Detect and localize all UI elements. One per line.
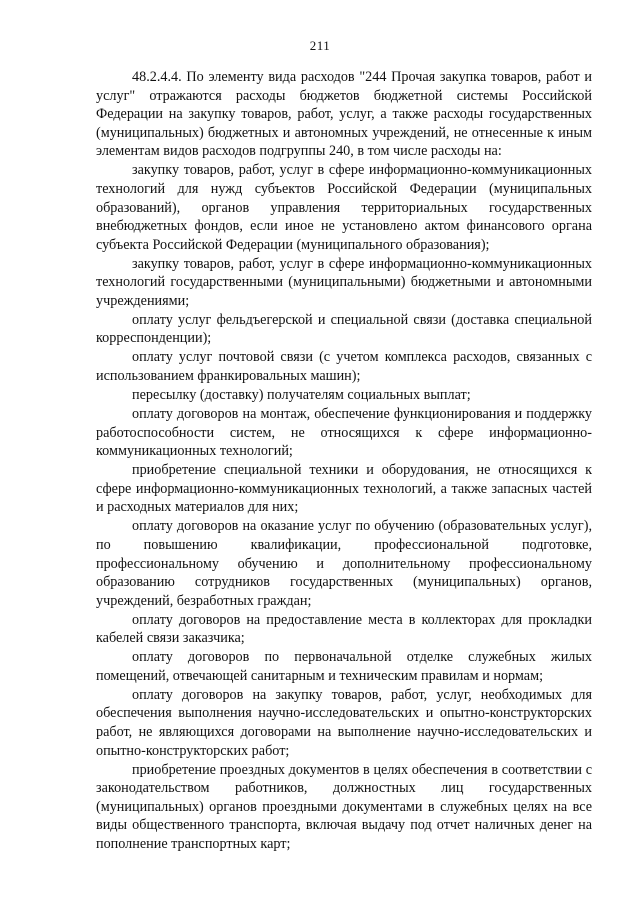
paragraph-item: оплату услуг почтовой связи (с учетом комплекса расходов, связанных с использованием франкировальных машин); bbox=[96, 349, 592, 385]
paragraph-item: закупку товаров, работ, услуг в сфере информационно-коммуникационных технологий для нужд субъектов Российской Федерации (муниципальных образований), органов управления территориальных государственных внебюджетных фондов, если иное не установлено актом финансового органа субъекта Российской Федерации (муниципального образования); bbox=[96, 162, 592, 253]
page-number: 211 bbox=[309, 38, 331, 53]
paragraph-item: оплату договоров на закупку товаров, работ, услуг, необходимых для обеспечения выполнения научно-исследовательских и опытно-конструкторских работ, не являющихся договорами на выполнение научно-исследовательских и опытно-конструкторских работ; bbox=[96, 686, 592, 759]
paragraph-item: оплату договоров на монтаж, обеспечение функционирования и поддержку работоспособности систем, не относящихся к сфере информационно-коммуникационных технологий; bbox=[96, 406, 592, 460]
paragraph-item: пересылку (доставку) получателям социальных выплат; bbox=[132, 387, 471, 404]
paragraph-item: оплату договоров на предоставление места в коллекторах для прокладки кабелей связи заказчика; bbox=[96, 611, 592, 647]
paragraph-item: закупку товаров, работ, услуг в сфере информационно-коммуникационных технологий государственными (муниципальными) бюджетными и автономными учреждениями; bbox=[96, 255, 592, 309]
paragraph-item: оплату услуг фельдъегерской и специальной связи (доставка специальной корреспонденции); bbox=[96, 311, 592, 347]
paragraph-item: приобретение проездных документов в целях обеспечения в соответствии с законодательством работников, должностных лиц государственных (муниципальных) органов проездными документами в служебных целях на все виды общественного транспорта, включая выдачу под отчет наличных денег на пополнение транспортных карт; bbox=[96, 761, 592, 853]
paragraph-item: оплату договоров по первоначальной отделке служебных жилых помещений, отвечающей санитарным и техническим правилам и нормам; bbox=[96, 649, 592, 684]
paragraph-item: оплату договоров на оказание услуг по обучению (образовательных услуг), по повышению квалификации, профессиональной подготовке, профессиональному обучению и дополнительному профессиональному образованию сотрудников государственных (муниципальных) органов, учреждений, безработных граждан; bbox=[96, 518, 592, 609]
document-body bbox=[96, 68, 592, 854]
paragraph-item: приобретение специальной техники и оборудования, не относящихся к сфере информационно-коммуникационных технологий, а также запасных частей и расходных материалов для них; bbox=[96, 462, 592, 516]
paragraph-intro: 48.2.4.4. По элементу вида расходов "244 Прочая закупка товаров, работ и услуг" отражаются расходы бюджетов бюджетной системы Российской Федерации на закупку товаров, работ, услуг, а также расходы государственных (муниципальных) бюджетных и автономных учреждений, не отнесенные к иным элементам видов расходов подгруппы 240, в том числе расходы на: bbox=[96, 69, 592, 160]
